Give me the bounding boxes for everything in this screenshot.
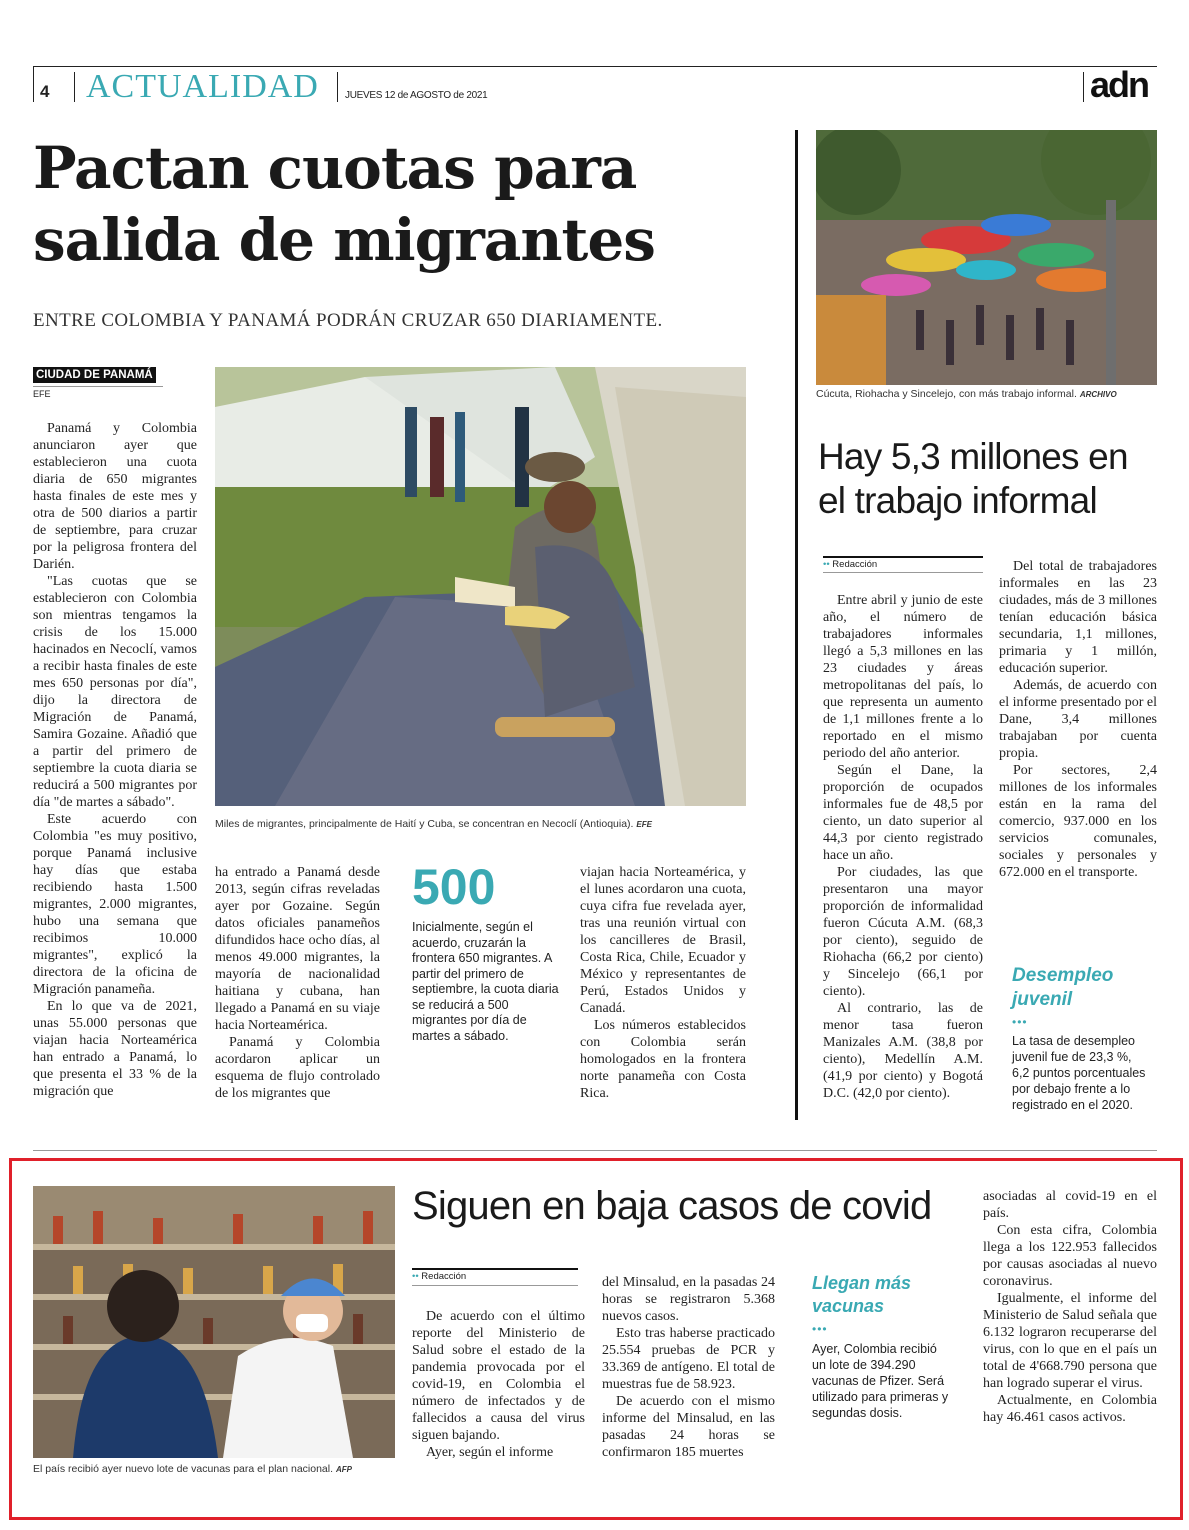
- youth-dots-icon: •••: [1012, 1015, 1028, 1029]
- main-headline: [33, 132, 655, 276]
- informal-col-2: [999, 558, 1157, 881]
- logo-divider: [1083, 72, 1084, 102]
- main-col1-p1: Panamá y Colombia anunciaron ayer que establecieron una cuota diaria de 650 migrantes hasta finales de este mes y otra de 500 diarios a partir de septiembre, para cruzar por la peligrosa frontera del Darién.: [33, 421, 197, 572]
- main-subhead: ENTRE COLOMBIA Y PANAMÁ PODRÁN CRUZAR 650 DIARIAMENTE.: [33, 310, 663, 331]
- covid-col2-p2: Esto tras haberse practicado 25.554 pruebas de PCR y 33.369 de antígeno. El total de muestras fue de 58.923.: [602, 1326, 775, 1392]
- adn-logo: adn: [1090, 64, 1149, 105]
- covid-col4-p3: Igualmente, el informe del Ministerio de Salud señala que 6.132 lograron recuperarse del virus, con lo que en el país un total de 4'668.790 persona que han logrado superar el virus.: [983, 1291, 1157, 1391]
- main-col-2: [215, 864, 380, 1102]
- youth-unemployment-title: Desempleo juvenil: [1012, 965, 1114, 1010]
- market-photo-caption-text: Cúcuta, Riohacha y Sincelejo, con más trabajo informal.: [816, 388, 1077, 400]
- covid-col4-p2: Con esta cifra, Colombia llega a los 122.953 fallecidos por causas asociadas al nuevo coronavirus.: [983, 1223, 1157, 1289]
- informal-col1-p2: Según el Dane, la proporción de ocupados informales fue de 48,5 por ciento, un dato superior al 44,3 por ciento registrado hace un año.: [823, 763, 983, 863]
- fact-number: 500: [412, 859, 496, 915]
- main-photo-caption-text: Miles de migrantes, principalmente de Haití y Cuba, se concentran en Necoclí (Antioquia).: [215, 818, 634, 830]
- main-photo-credit: EFE: [636, 820, 652, 829]
- informal-col2-p3: Por sectores, 2,4 millones de los informales están en la rama del comercio, 937.000 en los servicios comunales, sociales y personales y 672.000 en el transporte.: [999, 763, 1157, 880]
- vaccines-box-text: Ayer, Colombia recibió un lote de 394.290 vacunas de Pfizer. Será utilizado para primeras y segundas dosis.: [812, 1342, 949, 1420]
- covid-col1-p2: Ayer, según el informe: [426, 1445, 554, 1460]
- informal-headline: [818, 435, 1128, 523]
- main-col-1: [33, 420, 197, 1100]
- vaccines-dots-icon: •••: [812, 1322, 828, 1336]
- main-col4-p1: viajan hacia Norteamérica, y el lunes acordaron una cuota, cuya cifra fue revelada ayer, tras una reunión virtual con los cancilleres de Brasil, Costa Rica, Chile, Ecuador y México y representantes de Perú, Estados Unidos y Canadá.: [580, 865, 746, 1016]
- main-col1-p4: En lo que va de 2021, unas 55.000 personas que viajan hacia Norteamérica han entrado a Panamá, lo que presenta el 33 % de la migración que: [33, 999, 197, 1099]
- header-divider: [74, 72, 75, 102]
- vaccines-box-title: Llegan más vacunas: [812, 1273, 912, 1316]
- informal-col-1: [823, 592, 983, 1102]
- covid-byline: [412, 1271, 466, 1282]
- section-title: ACTUALIDAD: [86, 68, 319, 105]
- migrants-photo-image: [215, 367, 746, 806]
- main-col2-p2: Panamá y Colombia acordaron aplicar un esquema de flujo controlado de los migrantes que: [215, 1035, 380, 1101]
- section-separator: [33, 1150, 1157, 1151]
- informal-byline-text: Redacción: [832, 559, 878, 570]
- byline-dots-icon: ••: [823, 559, 830, 570]
- dateline-rule: [33, 386, 163, 387]
- header-left-tick: [33, 66, 34, 102]
- covid-col4-p4: Actualmente, en Colombia hay 46.461 casos activos.: [983, 1393, 1157, 1425]
- youth-unemployment-text: La tasa de desempleo juvenil fue de 23,3 %, 6,2 puntos porcentuales por debajo frente a lo registrado en el 2020.: [1012, 1034, 1146, 1112]
- informal-col1-p1: Entre abril y junio de este año, el número de trabajadores informales llegó a 5,3 millones en las 23 ciudades y áreas metropolitanas del país, lo que representa un aumento de 1,1 millones frente a lo reportado en el mismo periodo del año anterior.: [823, 593, 983, 761]
- dateline: CIUDAD DE PANAMÁ: [33, 367, 156, 383]
- header-rule: [33, 66, 1157, 67]
- main-photo-caption: [215, 818, 746, 830]
- main-col1-p3: Este acuerdo con Colombia "es muy positivo, porque Panamá inclusive hay días que estaba recibiendo hasta 1.500 migrantes, 2.000 migrantes, hubo una semana que recibimos 10.000 migrantes", explicó la directora de la oficina de Migración panameña.: [33, 812, 197, 997]
- main-col1-p2: "Las cuotas que se establecieron con Colombia son mientras tengamos la crisis de los 15.000 hacinados en Necoclí, vamos a recibir hasta finales de este mes 650 personas por día", dijo la directora de Migración de Panamá, Samira Gozaine. Añadió que a partir del primero de septiembre la cuota diaria se reducirá a 500 migrantes por día "de martes a sábado".: [33, 574, 197, 810]
- covid-byline-underline: [412, 1285, 578, 1286]
- main-col-4: [580, 864, 746, 1102]
- header-divider-2: [337, 72, 338, 102]
- vaccine-photo-caption: [33, 1463, 395, 1475]
- covid-byline-rule: [412, 1268, 578, 1270]
- covid-col-2: [602, 1274, 775, 1461]
- covid-col4-p1: asociadas al covid-19 en el país.: [983, 1189, 1157, 1221]
- informal-byline: [823, 559, 877, 570]
- covid-byline-dots-icon: ••: [412, 1271, 419, 1282]
- market-photo-caption: [816, 388, 1157, 400]
- issue-date: JUEVES 12 de AGOSTO de 2021: [345, 90, 488, 101]
- covid-headline: Siguen en baja casos de covid: [412, 1184, 932, 1228]
- covid-col-4: [983, 1188, 1157, 1426]
- informal-col1-p3: Por ciudades, las que presentaron una mayor proporción de informalidad fueron Cúcuta A.M. (68,3 por ciento), seguido de Riohacha (66,2 por ciento) y Sincelejo (66,1 por ciento).: [823, 865, 983, 999]
- informal-col2-p2: Además, de acuerdo con el informe presentado por el Dane, 3,4 millones trabajaban por cuenta propia.: [999, 678, 1157, 761]
- informal-headline-line1: Hay 5,3 millones en: [818, 436, 1128, 477]
- covid-col2-p1: del Minsalud, en la pasadas 24 horas se registraron 5.368 nuevos casos.: [602, 1275, 775, 1324]
- informal-col2-p1: Del total de trabajadores informales en las 23 ciudades, más de 3 millones tenían educación básica secundaria, 1,1 millones, primaria y 1 millón, educación superior.: [999, 559, 1157, 676]
- column-divider: [795, 130, 798, 1120]
- migrants-photo: [215, 367, 746, 806]
- covid-byline-text: Redacción: [421, 1271, 467, 1282]
- covid-col1-p1: De acuerdo con el último reporte del Ministerio de Salud sobre el estado de la pandemia provocada por el covid-19, en Colombia el número de infectados y de fallecidos a causa del virus siguen bajando.: [412, 1309, 585, 1443]
- main-headline-line1: Pactan cuotas para: [33, 134, 637, 202]
- vaccine-photo-image: [33, 1186, 395, 1458]
- informal-byline-rule: [823, 556, 983, 558]
- market-photo: [816, 130, 1157, 385]
- vaccine-photo: [33, 1186, 395, 1458]
- informal-byline-underline: [823, 572, 983, 573]
- market-photo-image: [816, 130, 1157, 385]
- informal-headline-line2: el trabajo informal: [818, 480, 1097, 521]
- main-col2-p1: ha entrado a Panamá desde 2013, según cifras reveladas ayer por Gozaine. Según datos oficiales panameños difundidos hace ocho días, al menos 49.000 migrantes, la mayoría de nacionalidad haitiana y cubana, han llegado a Panamá en su viaje hacia Norteamérica.: [215, 865, 380, 1033]
- market-photo-credit: ARCHIVO: [1079, 390, 1117, 399]
- vaccine-photo-credit: AFP: [335, 1465, 352, 1474]
- vaccine-photo-caption-text: El país recibió ayer nuevo lote de vacunas para el plan nacional.: [33, 1463, 334, 1475]
- fact-text: Inicialmente, según el acuerdo, cruzarán la frontera 650 migrantes. A partir del primero de septiembre, la cuota diaria se reducirá a 500 migrantes por día de martes a sábado.: [412, 920, 559, 1043]
- page-number: 4: [40, 82, 50, 101]
- agency: EFE: [33, 389, 51, 399]
- main-headline-line2: salida de migrantes: [33, 206, 655, 274]
- main-col4-p2: Los números establecidos con Colombia serán homologados en la frontera norte panameña con Costa Rica.: [580, 1018, 746, 1101]
- covid-col-1: [412, 1308, 585, 1461]
- informal-col1-p4: Al contrario, las de menor tasa fueron Manizales A.M. (38,8 por ciento), Medellín A.M. (41,9 por ciento) y Bogotá D.C. (42,0 por ciento).: [823, 1001, 983, 1101]
- covid-col2-p3: De acuerdo con el mismo informe del Minsalud, en las pasadas 24 horas se confirmaron 185 muertes: [602, 1394, 775, 1460]
